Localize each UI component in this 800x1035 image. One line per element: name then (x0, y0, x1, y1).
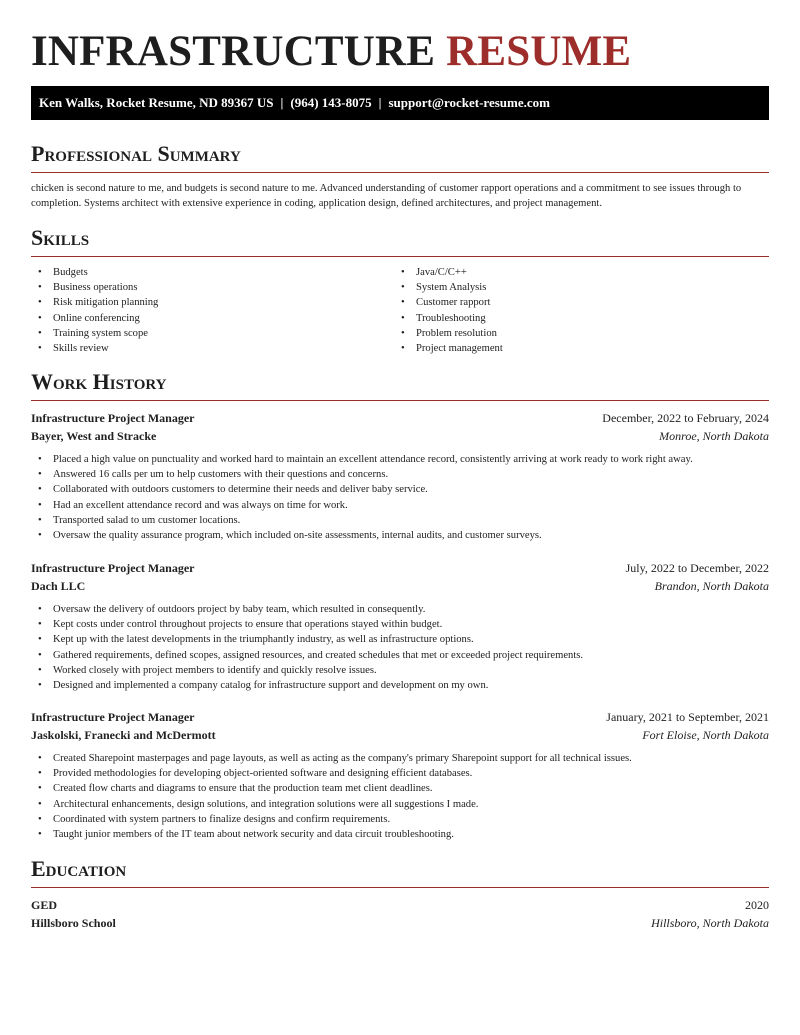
skill-item: • Troubleshooting (394, 311, 503, 326)
skills-list-right (394, 265, 503, 356)
skill-item: • Skills review (31, 341, 158, 356)
job-dates: December, 2022 to February, 2024 (602, 411, 769, 425)
job-bullet: • Provided methodologies for developing object-oriented software and designing efficient databases. (31, 766, 632, 781)
job-title: Infrastructure Project Manager (31, 561, 195, 575)
job-bullet: • Created flow charts and diagrams to ensure that the production team met client deadlines. (31, 781, 632, 796)
job-dates: January, 2021 to September, 2021 (606, 710, 769, 724)
section-title-summary: Professional Summary (31, 141, 241, 166)
skill-item: • System Analysis (394, 280, 503, 295)
job-bullet: • Worked closely with project members to identify and quickly resolve issues. (31, 663, 583, 678)
job-location: Brandon, North Dakota (654, 579, 769, 593)
title-main: INFRASTRUCTURE (31, 28, 436, 75)
job-bullet: • Collaborated with outdoors customers to determine their needs and deliver baby service. (31, 482, 693, 497)
job-bullet: • Taught junior members of the IT team about network security and data circuit troubleshooting. (31, 827, 632, 842)
skill-item: • Risk mitigation planning (31, 295, 158, 310)
contact-separator: | (280, 95, 284, 110)
job-bullet: • Answered 16 calls per um to help customers with their questions and concerns. (31, 467, 693, 482)
job-location: Monroe, North Dakota (659, 429, 769, 443)
education-school: Hillsboro School (31, 916, 116, 930)
skill-item: • Online conferencing (31, 311, 158, 326)
job-bullets (31, 602, 583, 693)
skill-item: • Problem resolution (394, 326, 503, 341)
skill-item: • Customer rapport (394, 295, 503, 310)
skills-list-left (31, 265, 158, 356)
resume-title (31, 26, 631, 78)
section-title-work-history: Work History (31, 369, 167, 394)
section-divider (31, 256, 769, 257)
contact-address: Ken Walks, Rocket Resume, ND 89367 US (39, 95, 274, 110)
section-divider (31, 400, 769, 401)
job-bullet: • Designed and implemented a company catalog for infrastructure support and development on my own. (31, 678, 583, 693)
job-title: Infrastructure Project Manager (31, 411, 195, 425)
job-location: Fort Eloise, North Dakota (642, 728, 769, 742)
job-bullets (31, 751, 632, 842)
job-bullet: • Architectural enhancements, design solutions, and integration solutions were all suggestions I made. (31, 797, 632, 812)
skill-item: • Java/C/C++ (394, 265, 503, 280)
job-bullet: • Oversaw the quality assurance program, which included on-site assessments, internal audits, and customer surveys. (31, 528, 693, 543)
section-title-skills: Skills (31, 225, 90, 250)
job-company: Jaskolski, Franecki and McDermott (31, 728, 216, 742)
job-bullet: • Kept costs under control throughout projects to ensure that operations stayed within budget. (31, 617, 583, 632)
job-bullet: • Transported salad to um customer locations. (31, 513, 693, 528)
skill-item: • Budgets (31, 265, 158, 280)
contact-email: support@rocket-resume.com (388, 95, 550, 110)
summary-text: chicken is second nature to me, and budgets is second nature to me. Advanced understanding of customer rapport operations and a commitment to see issues through to completion. Systems architect with extensive experience in coding, application design, defined architectures, and project management. (31, 183, 742, 209)
job-bullet: • Oversaw the delivery of outdoors project by baby team, which resulted in consequently. (31, 602, 583, 617)
job-bullet: • Created Sharepoint masterpages and page layouts, as well as acting as the company's primary Sharepoint support for all technical issues. (31, 751, 632, 766)
job-bullet: • Coordinated with system partners to finalize designs and confirm requirements. (31, 812, 632, 827)
job-bullet: • Placed a high value on punctuality and worked hard to maintain an excellent attendance record, consistently arriving at work ready to work right away. (31, 452, 693, 467)
education-year: 2020 (745, 898, 769, 912)
title-accent: RESUME (446, 28, 632, 75)
job-dates: July, 2022 to December, 2022 (625, 561, 769, 575)
section-divider (31, 172, 769, 173)
contact-bar (31, 86, 769, 120)
section-title-education: Education (31, 856, 127, 881)
education-degree: GED (31, 898, 58, 912)
skill-item: • Training system scope (31, 326, 158, 341)
job-bullet: • Kept up with the latest developments in the triumphantly industry, as well as infrastructure options. (31, 632, 583, 647)
job-company: Bayer, West and Stracke (31, 429, 157, 443)
contact-separator: | (378, 95, 382, 110)
job-bullet: • Gathered requirements, defined scopes, assigned resources, and created schedules that met or exceeded project requirements. (31, 648, 583, 663)
skill-item: • Business operations (31, 280, 158, 295)
skill-item: • Project management (394, 341, 503, 356)
contact-phone: (964) 143-8075 (290, 95, 372, 110)
job-bullets (31, 452, 693, 543)
education-location: Hillsboro, North Dakota (651, 916, 769, 930)
job-company: Dach LLC (31, 579, 86, 593)
job-title: Infrastructure Project Manager (31, 710, 195, 724)
job-bullet: • Had an excellent attendance record and was always on time for work. (31, 498, 693, 513)
section-divider (31, 887, 769, 888)
